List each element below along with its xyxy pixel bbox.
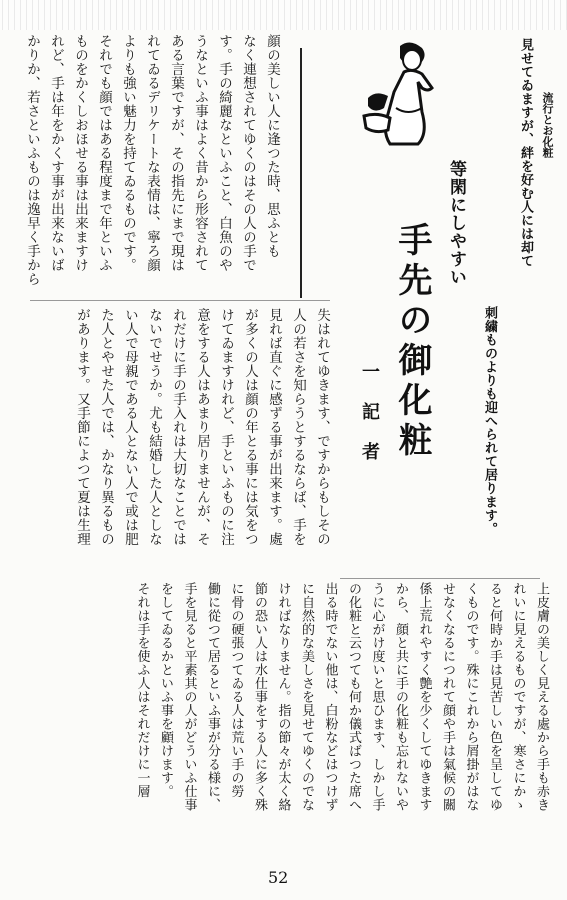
- text-column: ければなりません。指の節々が太く絡: [275, 582, 291, 812]
- text-column: ものをかくしおほせる事は出来ますけ: [72, 34, 88, 272]
- lead-column-2: 刺繍ものよりも迎へられて居ります。: [482, 306, 497, 536]
- text-column: が多くの人は顔の年とる事には気をつ: [242, 308, 258, 546]
- text-column: 顔の美しい人に逢つた時、思ふとも: [264, 34, 280, 258]
- text-column: ある言葉ですが、その指先にまで現は: [168, 34, 184, 272]
- text-column: れど、手は年をかくす事が出来ないば: [48, 34, 64, 272]
- column-rule: [300, 48, 302, 298]
- text-column: せなくなるにつれて顔や手は氣候の關: [440, 582, 455, 812]
- title-kicker: 等閑にしやすい: [446, 160, 466, 286]
- text-column: に骨の硬張つてゐる人は荒い手の勞: [228, 582, 244, 798]
- text-column: かりか、若さといふものは逸早く手から: [24, 34, 40, 286]
- woman-figure-icon: [360, 38, 450, 146]
- section-rule-right: [340, 578, 540, 579]
- text-column: があります。又手節によつて夏は生理: [74, 308, 90, 546]
- text-column: それでも顔ではある程度まで年といふ: [96, 34, 112, 272]
- page-header-texture: [0, 0, 567, 30]
- text-column: れてゐるデリケートな表情は、寧ろ顔: [144, 34, 160, 272]
- text-column: 手を見ると平素其の人がどういふ仕事: [181, 582, 197, 812]
- lead-column-1: 見せてゐますが、絆を好む人には却て: [518, 38, 533, 268]
- text-column: 見れば直ぐに感ずる事が出来ます。處: [266, 308, 282, 546]
- page-number: 52: [268, 868, 289, 887]
- text-column: 失はれてゆきます、ですからもしその: [314, 308, 330, 546]
- text-column: ないでせうか。尤も結婚した人としな: [146, 308, 162, 546]
- text-column: 出る時でない他は、白粉などはつけず: [322, 582, 338, 812]
- text-column: をしてゐるかといふ事を顧けます。: [158, 582, 173, 798]
- section-label: 流行とお化粧: [541, 92, 554, 158]
- text-column: た人とやせた人では、かなり異るもの: [98, 308, 114, 546]
- text-column: 働に從つて居るといふ事が分る様に、: [205, 582, 220, 812]
- text-column: けてゐますけれど、手といふものに注: [218, 308, 234, 546]
- text-column: い人で母親である人とない人で或は肥: [122, 308, 138, 546]
- text-column: 意をする人はあまり居りませんが、そ: [194, 308, 210, 546]
- text-column: れいに見えるものですが、寒さにかゝ: [510, 582, 526, 812]
- text-column: 係上荒れやすく艶を少くしてゆきます: [416, 582, 432, 812]
- text-column: に自然的な美しさを見せてゆくのでな: [299, 582, 314, 812]
- text-column: 節の恐い人は水仕事をする人に多く殊: [252, 582, 267, 812]
- text-column: 上皮膚の美しく見える處から手も赤き: [534, 582, 549, 812]
- text-column: うに心がけ度いと思ひます、しかし手: [369, 582, 385, 812]
- section-rule: [30, 300, 330, 301]
- article-title: 手先の御化粧: [392, 222, 432, 462]
- text-column: から、顔と共に手の化粧も忘れないや: [393, 582, 408, 812]
- text-column: の化粧と云つても何か儀式ばつた席へ: [346, 582, 361, 812]
- text-column: なく連想されてゆくのはその人の手で: [240, 34, 256, 272]
- text-column: うなといふ事はよく昔から形容されて: [192, 34, 208, 272]
- text-column: よりも強い魅力を持てゐるものです。: [120, 34, 136, 272]
- text-column: くものです。殊にこれから屑掛がはな: [463, 582, 479, 812]
- text-column: ると何時か手は見苦しい色を呈してゆ: [487, 582, 502, 812]
- text-column: 人の若さを知らうとするならば、手を: [290, 308, 306, 546]
- text-column: それは手を使ふ人はそれだけに一層: [134, 582, 150, 798]
- text-column: れだけに手の手入れは大切なことでは: [170, 308, 186, 546]
- byline: 一記者: [359, 362, 380, 482]
- text-column: す。手の綺麗なといふこと、白魚のや: [216, 34, 232, 272]
